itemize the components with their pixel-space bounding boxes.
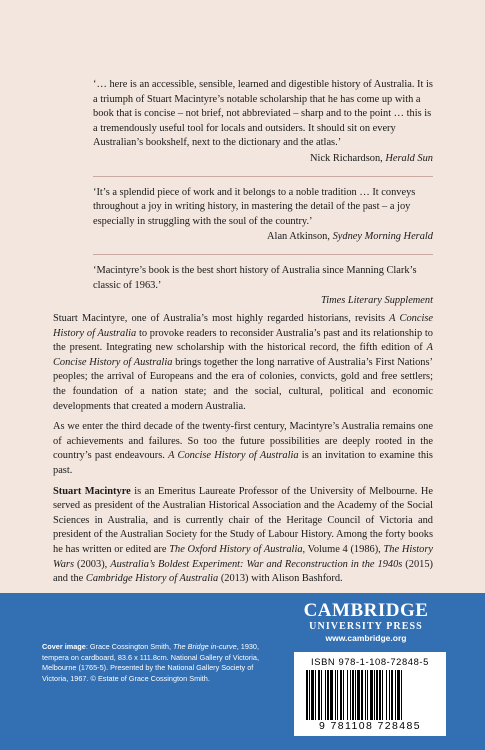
- cover-image-credit: [42, 642, 267, 684]
- review-author: Nick Richardson,: [310, 152, 386, 164]
- credit-details: , 1930, tempera on cardboard, 83.6 x 111.8cm. National Gallery of Victoria, Melbourne (1765-5). Presented by the National Gallery Society of Victoria, 1967. © Estate of Grace Cossington Smith.: [42, 642, 260, 683]
- blurb-text: is an invitation to examine this past.: [53, 450, 433, 476]
- author-name: Stuart Macintyre: [53, 485, 131, 497]
- bio-text: (2013) with Alison Bashford.: [218, 573, 343, 585]
- bio-text: (2015) and the: [53, 558, 433, 585]
- blurb-paragraph: [53, 312, 433, 414]
- blurb-text: As we enter the third decade of the twenty-first century, Macintyre’s Australia remains one of achievements and failures. So too the future possibilities are deeply rooted in the country’s past endeavours.: [53, 421, 433, 462]
- bio-text: , Volume 4 (1986),: [302, 543, 384, 555]
- barcode-panel: [294, 652, 446, 736]
- review-source: Sydney Morning Herald: [332, 231, 433, 243]
- credit-label: Cover image: [42, 642, 86, 651]
- publisher-name: CAMBRIDGE: [303, 600, 429, 621]
- publisher-url: www.cambridge.org: [325, 633, 407, 643]
- publisher-band: [0, 593, 485, 750]
- book-title: A Concise History of Australia: [53, 313, 433, 339]
- bio-text: is an Emeritus Laureate Professor of the University of Melbourne. He served as president of the Australian Historical Association and the Academy of the Social Sciences in Australia, and is currently chair of the Heritage Council of Victoria and president of the Australian Society for the Study of Labour History. Among the forty books he has written or edited are: [53, 485, 433, 555]
- publisher-subtitle: UNIVERSITY PRESS: [309, 621, 423, 632]
- blurb-paragraph: [53, 420, 433, 478]
- review-divider: [93, 176, 433, 177]
- publisher-logo: [291, 601, 441, 644]
- review-quote: ‘… here is an accessible, sensible, learned and digestible history of Australia. It is a triumph of Stuart Macintyre’s notable scholarship that he has come up with a book that is concise – not brief, not abbreviated – sharp and to the point … this is a tremendously useful tool for locals and outsiders. It should sit on every Australian’s bookshelf, next to the dictionary and the atlas.’: [93, 79, 433, 149]
- book-blurb: [53, 312, 433, 593]
- barcode-number: 9 781108 728485: [319, 720, 421, 732]
- review-attribution: [93, 152, 433, 167]
- book-title: The Oxford History of Australia: [169, 543, 303, 555]
- artwork-title: The Bridge in-curve: [173, 642, 237, 651]
- review-attribution: [93, 230, 433, 245]
- book-title: A Concise History of Australia: [168, 450, 299, 462]
- review-quote: ‘It’s a splendid piece of work and it belongs to a noble tradition … It conveys throughout a joy in writing history, in mastering the detail of the past – a joy especially in struggling with the soul of the country.’: [93, 186, 416, 227]
- review-source: Times Literary Supplement: [321, 295, 433, 307]
- blurb-text: to provoke readers to reconsider Australia’s past and its relationship to the present. Integrating new scholarship with the historical record, the fifth edition of: [53, 327, 433, 354]
- blurb-text: Stuart Macintyre, one of Australia’s most highly regarded historians, revisits: [53, 313, 390, 324]
- barcode-bars: [304, 670, 436, 720]
- isbn-label: ISBN 978-1-108-72848-5: [311, 656, 429, 667]
- book-title: Cambridge History of Australia: [85, 573, 219, 585]
- review-attribution: [93, 294, 433, 309]
- credit-artist: : Grace Cossington Smith,: [85, 642, 174, 651]
- review-source: Herald Sun: [385, 152, 433, 164]
- bio-text: (2003),: [73, 558, 111, 570]
- book-title: The History Wars: [53, 543, 433, 570]
- review-divider: [93, 254, 433, 255]
- author-bio: [53, 485, 433, 587]
- book-title: Australia’s Boldest Experiment: War and Reconstruction in the 1940s: [110, 558, 403, 570]
- review-quote: ‘Macintyre’s book is the best short history of Australia since Manning Clark’s classic of 1963.’: [93, 264, 417, 291]
- review-author: Alan Atkinson,: [267, 231, 333, 243]
- reviews-section: [93, 78, 433, 309]
- book-title: A Concise History of Australia: [53, 342, 433, 368]
- blurb-text: brings together the long narrative of Australia’s First Nations’ peoples; the arrival of Europeans and the era of colonies, convicts, gold and free settlers; the foundation of a nation state; and the social, cultural, political and economic developments that created a modern Australia.: [53, 356, 433, 412]
